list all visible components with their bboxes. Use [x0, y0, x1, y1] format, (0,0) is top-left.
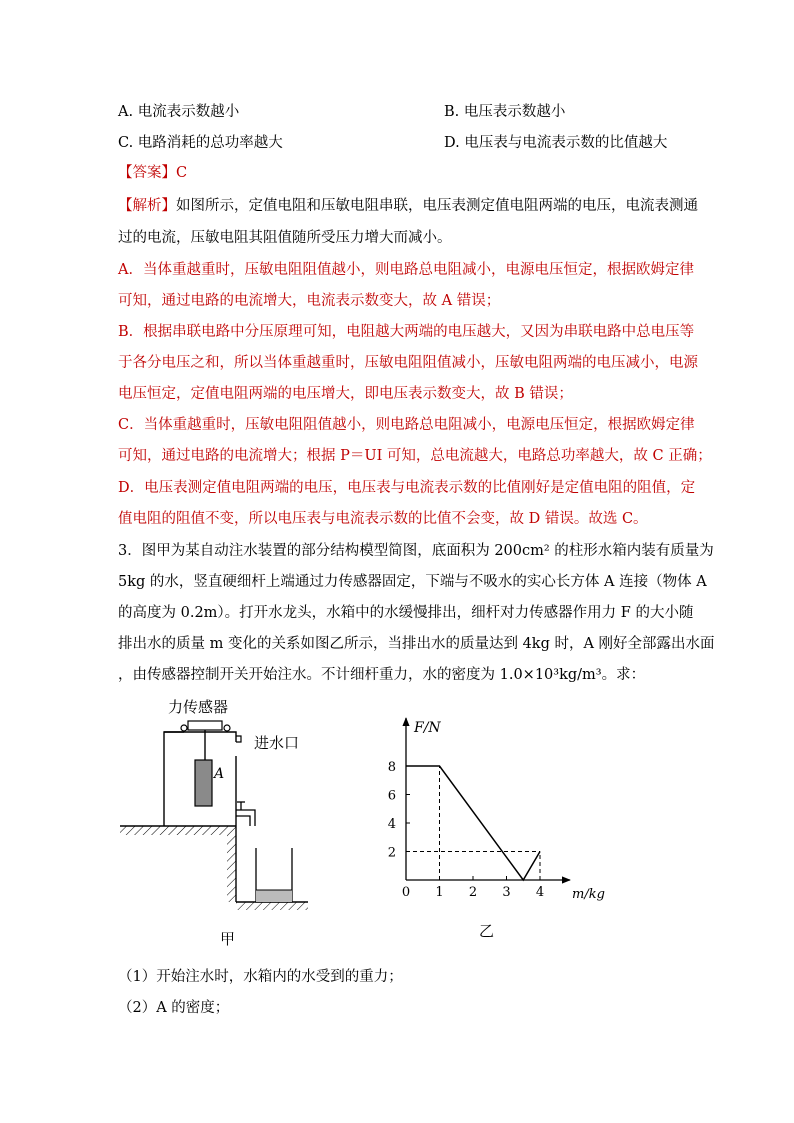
x-tick-label: 4 [535, 885, 545, 900]
object-a [195, 760, 212, 806]
analysis-line-1 [118, 196, 698, 216]
y-tick-label: 2 [387, 845, 396, 861]
figure-jia-caption: 甲 [220, 930, 236, 948]
x-axis-label: m/kg [572, 887, 605, 902]
x-tick-label: 3 [502, 885, 511, 900]
analysis-c-1: C．当体重越重时，压敏电阻阻值越小，则电路总电阻减小，电源电压恒定，根据欧姆定律 [118, 417, 695, 433]
y-tick-label: 6 [387, 788, 396, 804]
option-b: B. 电压表示数越小 [444, 104, 566, 120]
analysis-text-1: 如图所示，定值电阻和压敏电阻串联，电压表测定值电阻两端的电压，电流表测通 [176, 198, 698, 214]
force-sensor [188, 721, 222, 730]
analysis-tag: 【解析】 [118, 198, 176, 214]
question3-line-5: ，由传感器控制开关开始注水。不计细杆重力，水的密度为 1.0×10³kg/m³。求： [118, 667, 646, 683]
question3-sub-2: （2）A 的密度； [118, 1000, 230, 1016]
question3-line-3: 的高度为 0.2m）。打开水龙头，水箱中的水缓慢排出，细杆对力传感器作用力 F 的大小随 [118, 605, 694, 621]
analysis-b-1: B．根据串联电路中分压原理可知，电阻越大两端的电压越大，又因为串联电路中总电压等 [118, 324, 695, 340]
option-d: D. 电压表与电流表示数的比值越大 [444, 135, 668, 151]
inlet-label: 进水口 [254, 734, 300, 752]
answer-tag: 【答案】 [118, 165, 176, 181]
y-tick-label: 8 [387, 760, 396, 775]
answer-value: C [176, 165, 188, 181]
faucet [236, 810, 255, 826]
figure-yi-chart [370, 710, 620, 910]
y-tick-label: 4 [387, 817, 396, 832]
analysis-a-1: A．当体重越重时，压敏电阻阻值越小，则电路总电阻减小，电源电压恒定，根据欧姆定律 [118, 262, 694, 278]
figure-yi-caption: 乙 [479, 922, 495, 940]
analysis-line-2: 过的电流，压敏电阻其阻值随所受压力增大而减小。 [118, 230, 452, 246]
beaker-water [256, 890, 292, 902]
x-tick-label: 2 [468, 885, 478, 900]
x-tick-label: 1 [435, 885, 444, 900]
analysis-c-2: 可知，通过电路的电流增大；根据 P＝UI 可知，总电流越大，电路总功率越大，故 C 正确； [118, 448, 712, 464]
analysis-d-2: 值电阻的阻值不变，所以电压表与电流表示数的比值不会变，故 D 错误。故选 C。 [118, 511, 648, 527]
sensor-label: 力传感器 [168, 698, 229, 716]
series-line [406, 766, 540, 880]
question3-line-1: 3．图甲为某自动注水装置的部分结构模型简图，底面积为 200cm² 的柱形水箱内装有质量为 [118, 543, 714, 559]
object-a-label: A [214, 766, 225, 782]
question3-line-2: 5kg 的水，竖直硬细杆上端通过力传感器固定，下端与不吸水的实心长方体 A 连接（物体 A [118, 574, 707, 590]
option-a: A. 电流表示数越小 [118, 104, 240, 120]
analysis-a-2: 可知，通过电路的电流增大，电流表示数变大，故 A 错误； [118, 293, 501, 309]
y-axis-label: F/N [414, 720, 441, 736]
inlet-pipe [236, 736, 241, 742]
figure-jia [118, 690, 318, 952]
answer-line [118, 163, 187, 183]
analysis-b-3: 电压恒定，定值电阻两端的电压增大，即电压表示数变大，故 B 错误； [118, 386, 573, 402]
question3-sub-1: （1）开始注水时，水箱内的水受到的重力； [118, 969, 403, 985]
option-c: C. 电路消耗的总功率越大 [118, 135, 283, 151]
analysis-b-2: 于各分电压之和，所以当体重越重时，压敏电阻阻值减小，压敏电阻两端的电压减小，电源 [118, 355, 698, 371]
analysis-d-1: D．电压表测定值电阻两端的电压，电压表与电流表示数的比值刚好是定值电阻的阻值，定 [118, 480, 696, 496]
x-tick-label: 0 [401, 885, 411, 900]
question3-line-4: 排出水的质量 m 变化的关系如图乙所示，当排出水的质量达到 4kg 时，A 刚好全部露出水面 [118, 636, 715, 652]
